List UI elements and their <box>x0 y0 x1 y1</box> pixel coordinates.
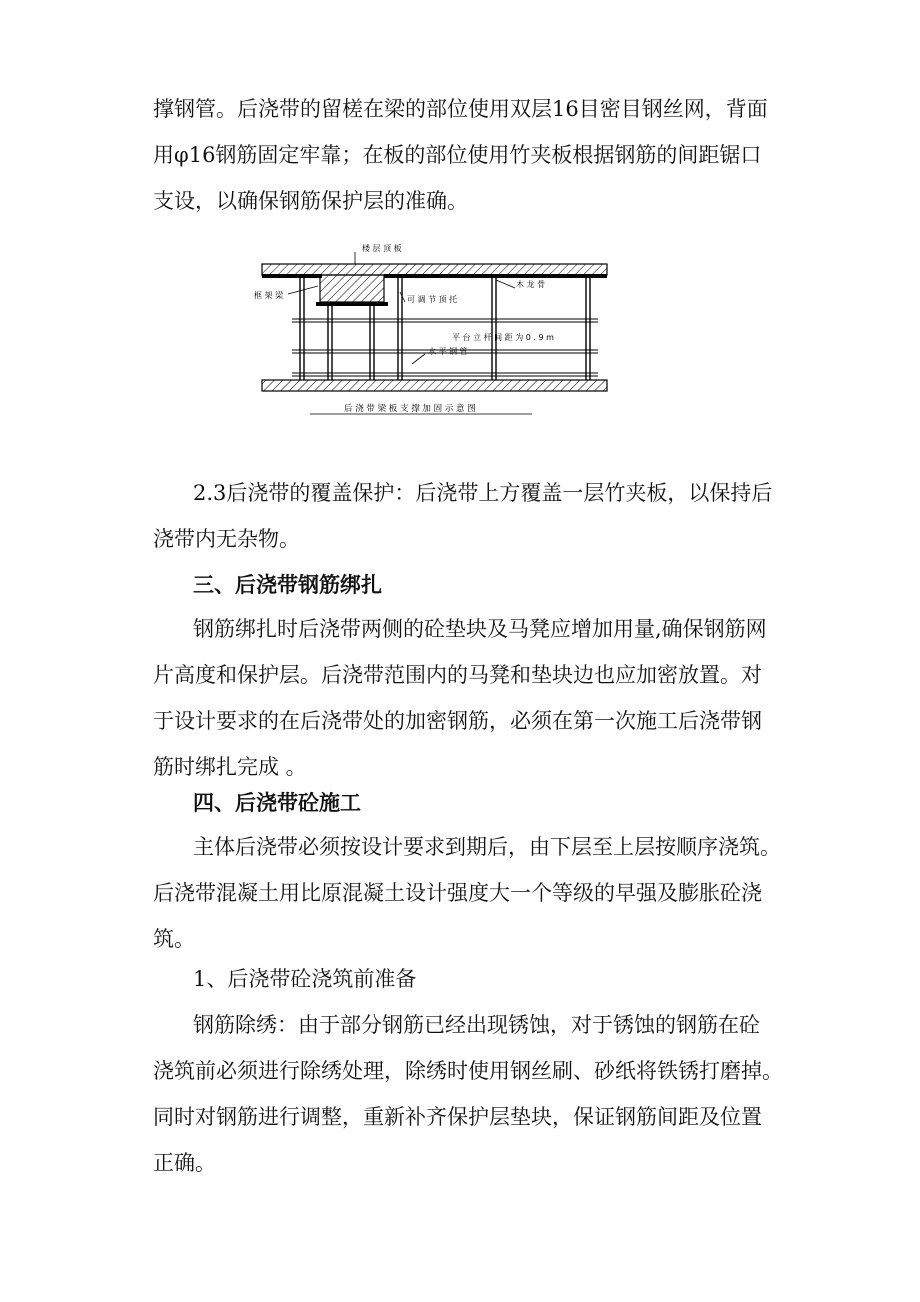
label-adjustable-support: 可 调 节 顶 托 <box>407 295 458 304</box>
label-joist: 木 龙 骨 <box>516 280 546 289</box>
top-slab <box>262 264 607 275</box>
section-heading-3: 三、后浇带钢筋绑扎 <box>193 573 382 597</box>
paragraph-4 <box>153 824 823 962</box>
bottom-slab <box>262 380 607 391</box>
paragraph-5 <box>153 1002 823 1186</box>
label-spacing: 平 台 立 杆 间 距 为 0 . 9 m <box>452 333 554 342</box>
label-frame-beam: 框 架 梁 <box>254 291 284 300</box>
paragraph-line: 钢筋绑扎时后浇带两侧的砼垫块及马凳应增加用量,确保钢筋网 <box>193 617 767 641</box>
paragraph-3 <box>153 606 823 790</box>
paragraph-line: 主体后浇带必须按设计要求到期后，由下层至上层按顺序浇筑。 <box>193 835 781 859</box>
subheading-1: 1、后浇带砼浇筑前准备 <box>193 967 417 991</box>
paragraph-1 <box>153 86 823 224</box>
figure-caption: 后 浇 带 梁 板 支 撑 加 固 示 意 图 <box>344 404 476 414</box>
paragraph-line: 于设计要求的在后浇带处的加密钢筋，必须在第一次施工后浇带钢 <box>153 709 762 733</box>
label-horizontal-pipe: 水 平 钢 管 <box>428 347 468 356</box>
label-slab: 楼 层 顶 板 <box>362 244 402 253</box>
beam-bottom-board <box>316 302 388 306</box>
paragraph-line: 同时对钢筋进行调整，重新补齐保护层垫块，保证钢筋间距及位置 <box>153 1105 762 1129</box>
frame-beam <box>320 275 384 302</box>
paragraph-line: 浇筑前必须进行除绣处理，除绣时使用钢丝刷、砂纸将铁锈打磨掉。 <box>153 1059 783 1083</box>
paragraph-line: 后浇带混凝土用比原混凝土设计强度大一个等级的早强及膨胀砼浇 <box>153 881 762 905</box>
paragraph-line: 用φ16钢筋固定牢靠；在板的部位使用竹夹板根据钢筋的间距锯口 <box>153 143 762 167</box>
paragraph-line: 钢筋除绣：由于部分钢筋已经出现锈蚀，对于锈蚀的钢筋在砼 <box>193 1013 760 1037</box>
paragraph-2 <box>153 470 823 562</box>
paragraph-line: 支设，以确保钢筋保护层的准确。 <box>153 189 468 213</box>
post-pour-strip-support-diagram <box>240 236 630 426</box>
paragraph-line: 浇带内无杂物。 <box>153 527 300 551</box>
paragraph-line: 筋时绑扎完成 。 <box>153 755 307 779</box>
paragraph-line: 2.3后浇带的覆盖保护：后浇带上方覆盖一层竹夹板，以保持后 <box>193 481 773 505</box>
section-heading-4: 四、后浇带砼施工 <box>193 791 361 815</box>
joist-bar <box>384 274 607 278</box>
paragraph-line: 筑。 <box>153 927 195 951</box>
paragraph-line: 片高度和保护层。后浇带范围内的马凳和垫块边也应加密放置。对 <box>153 663 762 687</box>
paragraph-line: 撑钢管。后浇带的留槎在梁的部位使用双层16目密目钢丝网，背面 <box>153 97 768 121</box>
joist-bar <box>262 274 322 278</box>
paragraph-line: 正确。 <box>153 1151 216 1175</box>
